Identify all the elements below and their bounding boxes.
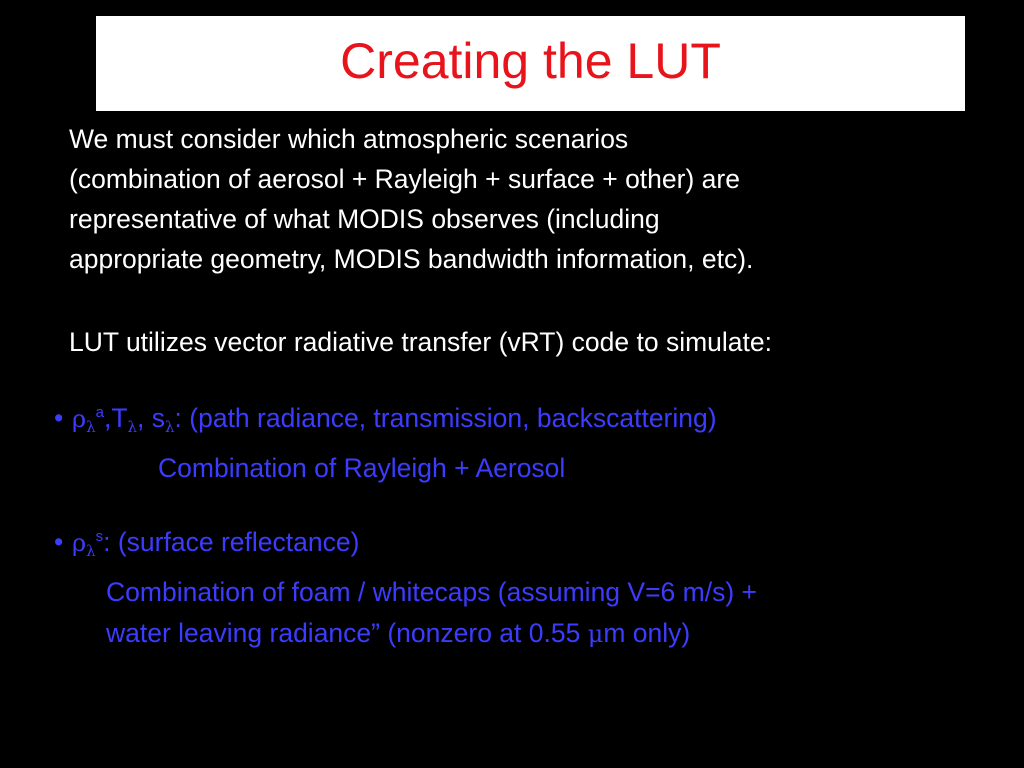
bullet-description: : (path radiance, transmission, backscattering) — [174, 403, 717, 433]
detail-text: water leaving radiance” (nonzero at 0.55 — [106, 618, 588, 648]
intro-line: (combination of aerosol + Rayleigh + surface + other) are — [69, 164, 740, 194]
mu-symbol: μ — [587, 620, 604, 648]
rho-symbol: ρ — [72, 529, 87, 557]
bullet-detail: Combination of Rayleigh + Aerosol — [158, 453, 566, 483]
lambda-subscript: λ — [127, 418, 138, 436]
lut-paragraph: LUT utilizes vector radiative transfer (vRT) code to simulate: — [69, 327, 773, 357]
bullet-detail: Combination of foam / whitecaps (assuming V=6 m/s) + — [106, 577, 758, 607]
lambda-subscript: λ — [165, 418, 175, 436]
bullet-surface-reflectance — [54, 516, 1004, 655]
bullet-path-radiance — [54, 392, 1004, 489]
superscript-a: a — [95, 404, 104, 421]
bullet-detail — [54, 613, 1004, 655]
intro-paragraph — [69, 119, 999, 279]
bullet-description: : (surface reflectance) — [103, 527, 360, 557]
lambda-subscript: λ — [86, 542, 96, 560]
transmission-symbol: ,T — [103, 403, 128, 433]
title-box — [96, 16, 965, 111]
bullet-dot: • — [54, 527, 64, 557]
lambda-subscript: λ — [86, 418, 96, 436]
intro-line: appropriate geometry, MODIS bandwidth information, etc). — [69, 244, 754, 274]
superscript-s: s — [95, 528, 104, 545]
bullet-line — [54, 516, 1004, 572]
rho-symbol: ρ — [72, 405, 87, 433]
intro-line: We must consider which atmospheric scenarios — [69, 124, 629, 154]
bullet-line — [54, 392, 1004, 448]
slide-title: Creating the LUT — [340, 33, 721, 89]
backscatter-symbol: , s — [137, 403, 166, 433]
bullet-dot: • — [54, 403, 64, 433]
intro-line: representative of what MODIS observes (including — [69, 204, 660, 234]
detail-text: m only) — [603, 618, 691, 648]
